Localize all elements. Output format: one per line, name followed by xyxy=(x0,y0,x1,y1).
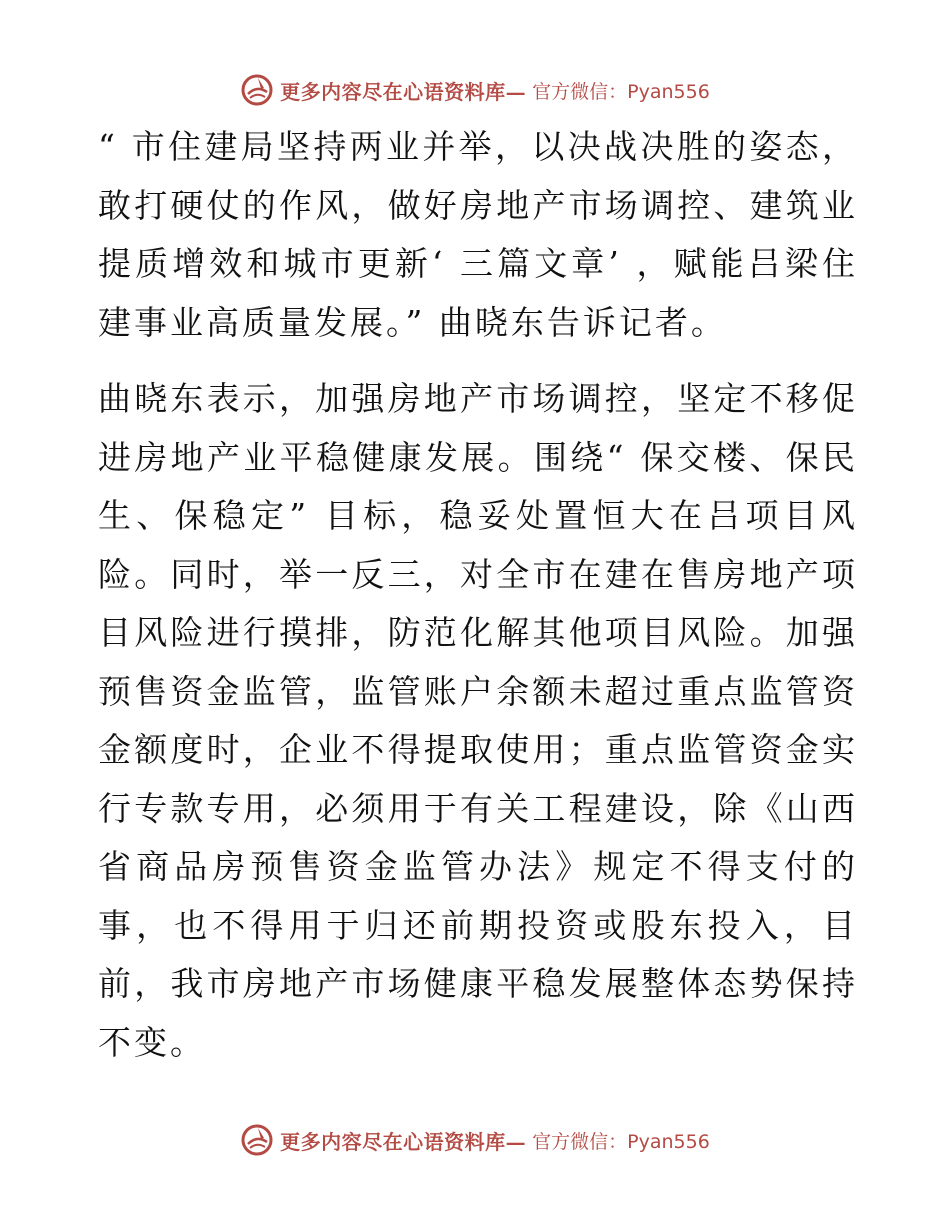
watermark-text: 更多内容尽在心语资料库— xyxy=(280,1129,527,1154)
paragraph-1: “ 市住建局坚持两业并举，以决战决胜的姿态，敢打硬仗的作风，做好房地产市场调控、建筑业提质增效和城市更新‘ 三篇文章’ ，赋能吕梁住建事业高质量发展。” 曲晓东告诉记者。 xyxy=(98,127,858,342)
footer-watermark xyxy=(0,1120,950,1160)
book-pen-logo-icon xyxy=(240,73,274,107)
watermark-wechat: 官方微信：Pyan556 xyxy=(532,80,710,103)
paragraph-2: 曲晓东表示，加强房地产市场调控，坚定不移促进房地产业平稳健康发展。围绕“ 保交楼、保民生、保稳定” 目标，稳妥处置恒大在吕项目风险。同时，举一反三，对全市在建在售房地产项目风险进行摸排，防范化解其他项目风险。加强预售资金监管，监管账户余额未超过重点监管资金额度时，企业不得提取使用；重点监管资金实行专款专用，必须用于有关工程建设，除《山西省商品房预售资金监管办法》规定不得支付的事，也不得用于归还前期投资或股东投入，目前，我市房地产市场健康平稳发展整体态势保持不变。 xyxy=(98,379,858,1062)
book-pen-logo-icon xyxy=(240,1123,274,1157)
watermark-wechat: 官方微信：Pyan556 xyxy=(532,1130,710,1153)
header-watermark xyxy=(0,70,950,110)
watermark-text: 更多内容尽在心语资料库— xyxy=(280,79,527,104)
document-body xyxy=(98,118,858,1072)
